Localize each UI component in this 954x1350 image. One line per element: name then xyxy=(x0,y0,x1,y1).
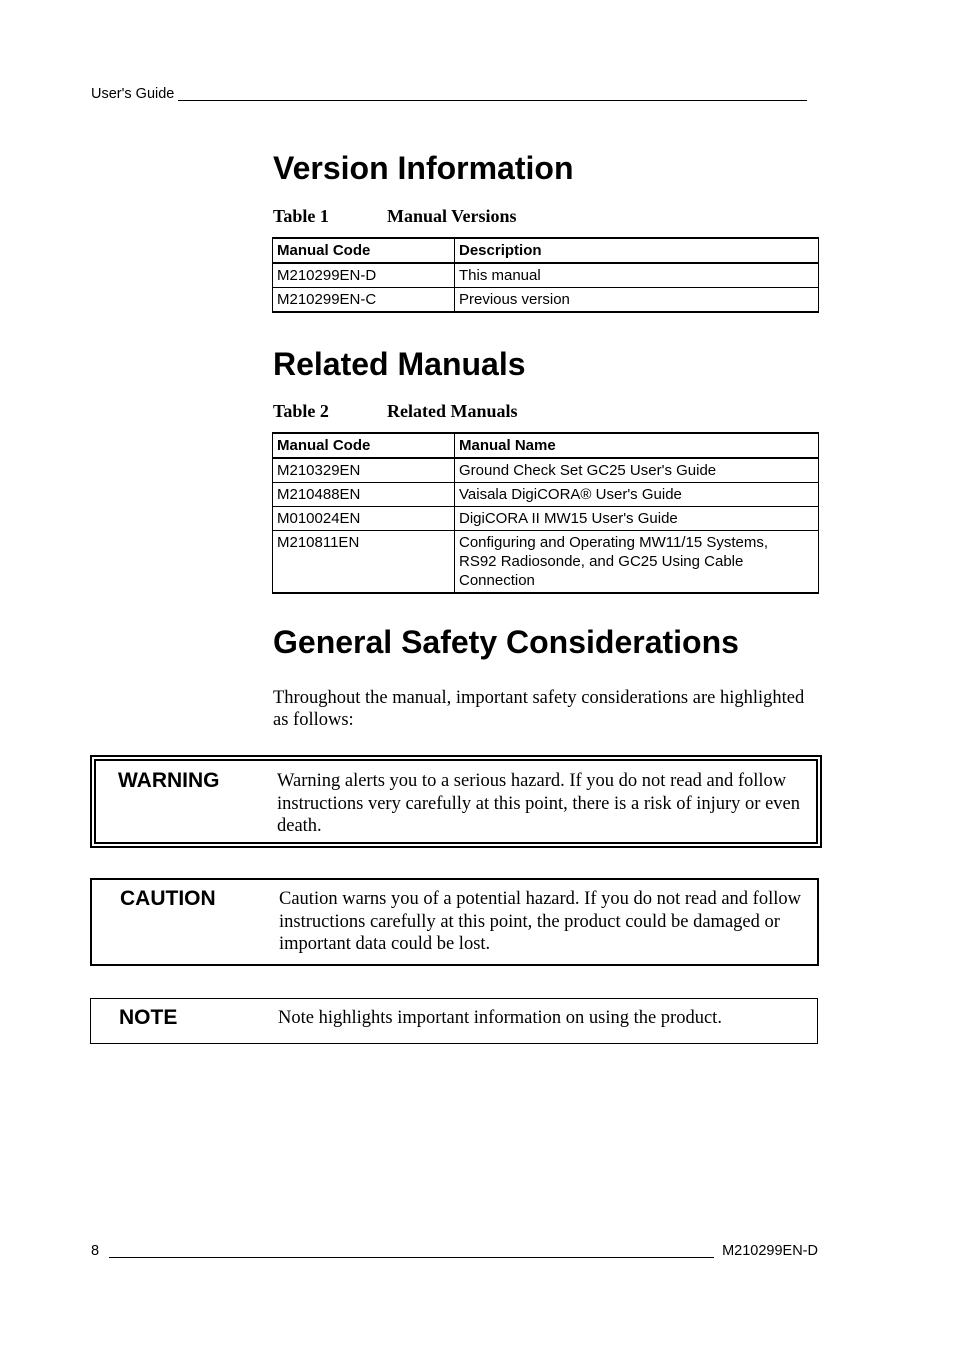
safety-intro: Throughout the manual, important safety considerations are highlighted as follows: xyxy=(273,688,805,730)
safety-heading: General Safety Considerations xyxy=(273,624,739,660)
running-footer xyxy=(91,1243,818,1259)
warning-box xyxy=(90,755,822,848)
table2-number: Table 2 xyxy=(273,401,329,421)
table-cell: M210329EN xyxy=(273,458,455,483)
table-cell: M210488EN xyxy=(273,483,455,507)
table-cell: M210299EN-C xyxy=(273,288,455,313)
header-title: User's Guide xyxy=(91,86,175,102)
warning-text: Warning alerts you to a serious hazard. If you do not read and follow instructions very carefully at this point, there is a risk of injury or even death. xyxy=(277,771,801,836)
table-cell: Ground Check Set GC25 User's Guide xyxy=(455,458,819,483)
table-cell: DigiCORA II MW15 User's Guide xyxy=(455,507,819,531)
table-header-row xyxy=(273,238,819,263)
note-label: NOTE xyxy=(119,1006,178,1029)
column-header: Manual Code xyxy=(273,238,455,263)
table-header-row xyxy=(273,433,819,458)
table-cell: M010024EN xyxy=(273,507,455,531)
table-row xyxy=(273,263,819,288)
related-heading: Related Manuals xyxy=(273,346,526,382)
related-manuals-table xyxy=(272,432,819,594)
table-row xyxy=(273,531,819,594)
table-cell: Previous version xyxy=(455,288,819,313)
table-cell: Vaisala DigiCORA® User's Guide xyxy=(455,483,819,507)
column-header: Manual Code xyxy=(273,433,455,458)
warning-label: WARNING xyxy=(118,769,220,792)
manual-versions-table xyxy=(272,237,819,313)
table1-number: Table 1 xyxy=(273,206,329,226)
table1-caption xyxy=(273,206,517,227)
header-rule xyxy=(178,86,807,101)
caution-box xyxy=(90,878,819,966)
note-box xyxy=(90,998,818,1044)
table-cell: M210299EN-D xyxy=(273,263,455,288)
column-header: Description xyxy=(455,238,819,263)
column-header: Manual Name xyxy=(455,433,819,458)
version-heading: Version Information xyxy=(273,150,574,186)
table-cell: Configuring and Operating MW11/15 Systems, RS92 Radiosonde, and GC25 Using Cable Connection xyxy=(455,531,819,594)
note-text: Note highlights important information on using the product. xyxy=(278,1008,722,1028)
table-cell: This manual xyxy=(455,263,819,288)
footer-rule xyxy=(109,1243,714,1258)
table-row xyxy=(273,483,819,507)
doc-code: M210299EN-D xyxy=(722,1243,818,1259)
running-header xyxy=(91,86,811,102)
table-row xyxy=(273,458,819,483)
table-row xyxy=(273,288,819,313)
table2-caption xyxy=(273,401,518,422)
table1-title: Manual Versions xyxy=(387,206,517,226)
table-row xyxy=(273,507,819,531)
page-number: 8 xyxy=(91,1243,100,1259)
table2-title: Related Manuals xyxy=(387,401,518,421)
caution-label: CAUTION xyxy=(120,887,216,910)
caution-text: Caution warns you of a potential hazard. If you do not read and follow instructions carefully at this point, the product could be damaged or important data could be lost. xyxy=(279,889,801,954)
table-cell: M210811EN xyxy=(273,531,455,594)
